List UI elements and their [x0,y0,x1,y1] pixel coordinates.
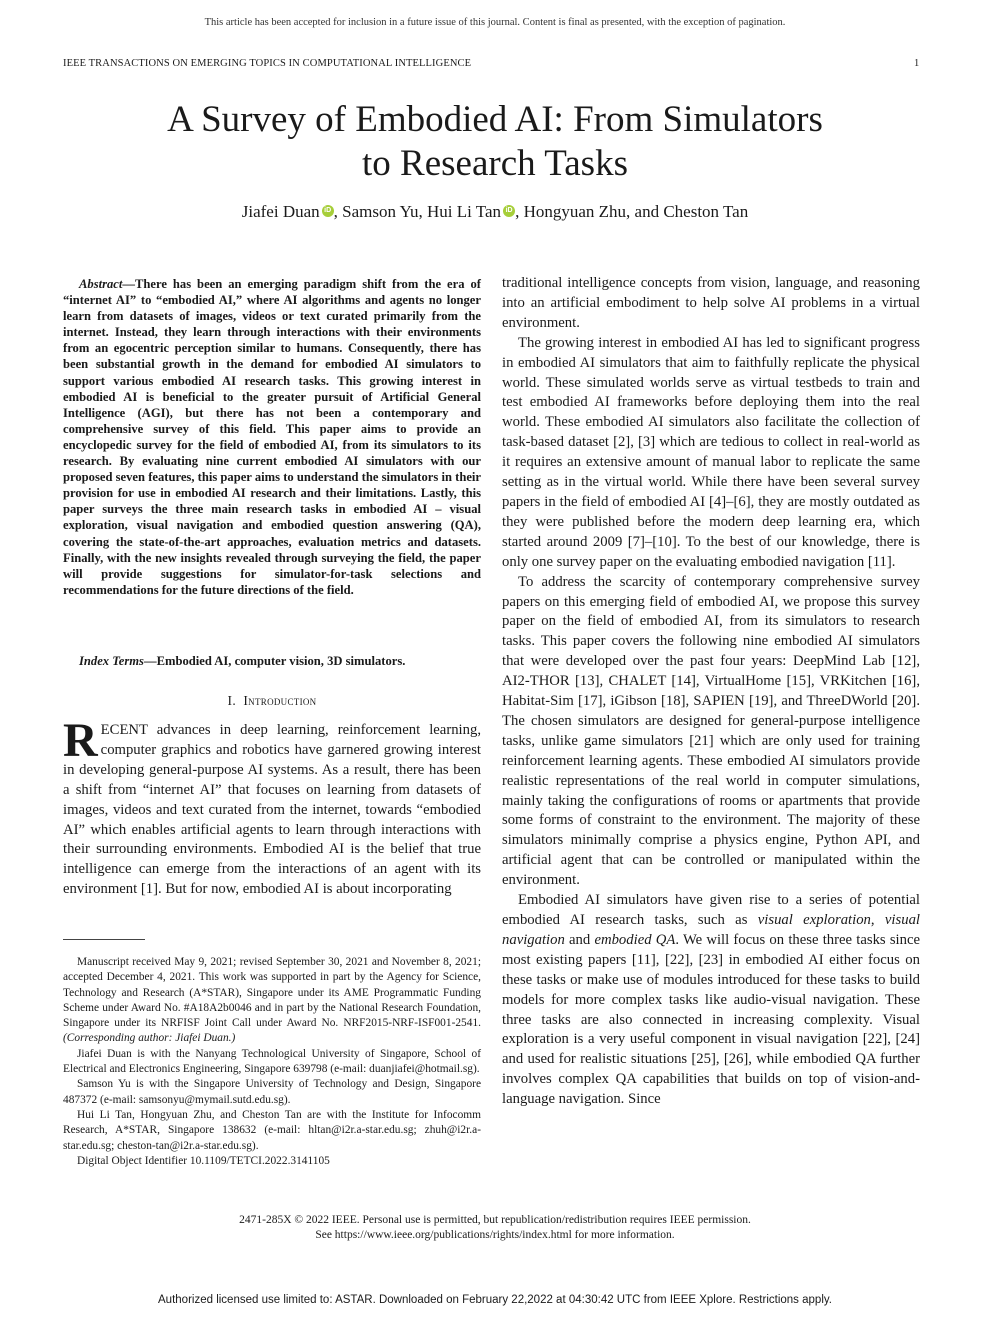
index-terms-label: Index Terms [79,654,144,668]
author-2-3: , Samson Yu, Hui Li Tan [333,202,502,221]
drop-cap: R [63,714,98,767]
footnote-affiliation: Samson Yu is with the Singapore University of Technology and Design, Singapore 487372 (e-mail: samsonyu@mymail.sutd.edu.sg). [63,1078,481,1106]
task-term: visual navigation [502,912,920,948]
copyright-line: 2471-285X © 2022 IEEE. Personal use is permitted, but republication/redistribution requires IEEE permission. [239,1214,751,1226]
introduction-paragraph [63,714,481,900]
footnote-affiliation: Jiafei Duan is with the Nanyang Technological University of Singapore, School of Electrical and Electronics Engineering, Singapore 639798 (e-mail: duanjiafei@hotmail.sg). [63,1047,481,1076]
author-list [0,202,990,222]
title-line-2: to Research Tasks [362,143,628,184]
body-paragraph [502,891,920,1110]
text-run: . We will focus on these three tasks since most existing papers [11], [22], [23] in embodied AI either focus on these tasks or make use of modules introduced for these tasks to build models for more complex tasks like audio-visual navigation. These three tasks are also connected in increasing complexity. Visual exploration is a very useful component in visual navigation [22], [24] and used for realistic situations [25], [26], while embodied QA further involves complex QA capabilities that builds on top of vision-and-language navigation. Since [502,931,921,1108]
footnote-divider [63,939,145,940]
right-column-body [502,274,920,1110]
footnotes [63,955,481,1169]
page-number: 1 [914,58,920,69]
abstract-text: —There has been an emerging paradigm shift from the era of “internet AI” to “embodied AI,” where AI algorithms and agents no longer learn from datasets of images, videos or text curated primarily from the internet. Instead, they learn through interactions with their environments from an egocentric perception similar to humans. Consequently, there has been substantial growth in the demand for embodied AI simulators to support various embodied AI research tasks. This growing interest in embodied AI is beneficial to the greater pursuit of Artificial General Intelligence (AGI), but there has not been a contemporary and comprehensive survey of this field. This paper aims to provide an encyclopedic survey for the field of embodied AI, from its simulators to its research. By evaluating nine current embodied AI simulators with our proposed seven features, this paper aims to understand the simulators in their provision for use in embodied AI research and their limitations. Lastly, this paper surveys the three main research tasks in embodied AI – visual exploration, visual navigation and embodied question answering (QA), covering the state-of-the-art approaches, evaluation metrics and datasets. Finally, with the new insights revealed through surveying the field, the paper will provide suggestions for simulator-for-task selections and recommendations for the future directions of the field. [63,277,481,597]
paper-title [0,98,990,186]
title-line-1: A Survey of Embodied AI: From Simulators [167,99,823,140]
journal-header: IEEE TRANSACTIONS ON EMERGING TOPICS IN COMPUTATIONAL INTELLIGENCE [63,58,472,69]
text-run: and [564,931,595,948]
task-term: embodied QA [594,931,676,948]
orcid-icon[interactable]: iD [503,205,515,217]
body-paragraph: traditional intelligence concepts from vision, language, and reasoning into an artificial embodiment to help solve AI problems in a virtual environment. [502,275,920,331]
orcid-icon[interactable]: iD [322,205,334,217]
text-run: , [870,912,885,928]
section-number: I. [227,693,237,708]
intro-text: ECENT advances in deep learning, reinforcement learning, computer graphics and robotics have garnered growing interest in developing general-purpose AI systems. As a result, there has been a shift from “internet AI” that focuses on learning from datasets of images, videos and text curated from the internet, towards “embodied AI” which enables artificial agents to learn through interactions with their surrounding environments. Embodied AI is the belief that true intelligence can emerge from the interactions of an agent with its environment [1]. But for now, embodied AI is about incorporating [63,722,481,898]
body-paragraph: The growing interest in embodied AI has led to significant progress in embodied AI simulators that aim to faithfully replicate the physical world. These simulated worlds serve as virtual testbeds to train and test embodied AI frameworks before deploying them into the real world. These embodied AI simulators also facilitate the collection of task-based dataset [2], [3] which are tedious to collect in real-world as it requires an extensive amount of manual labor to replicate the same setting as in the virtual world. While there have been several survey papers in the field of embodied AI [4]–[6], they are mostly outdated as they were published before the modern deep learning era, which started around 2009 [7]–[10]. To the best of our knowledge, there is only one survey paper on the evaluating embodied navigation [11]. [502,334,920,570]
task-term: visual exploration [757,912,871,928]
author-4-5: , Hongyuan Zhu, and Cheston Tan [515,202,749,221]
text-run: Embodied AI simulators have given rise to a series of potential embodied AI research tasks, such as [502,892,920,928]
rights-link-line: See https://www.ieee.org/publications/rights/index.html for more information. [315,1229,675,1241]
section-heading-introduction [63,693,481,709]
footnote-manuscript-text: Manuscript received May 9, 2021; revised September 30, 2021 and November 8, 2021; accepted December 4, 2021. This work was supported in part by the Agency for Science, Technology and Research (A*STAR), Singapore under its AME Programmatic Funding Scheme under Award No. #A18A2b0046 and in part by the National Research Foundation, Singapore under its NRFISF Joint Call under Award No. NRF2015-NRF-ISF001-2541. [63,956,481,1030]
footnote-manuscript [63,955,481,1047]
abstract [63,276,481,598]
footnote-affiliation: Hui Li Tan, Hongyuan Zhu, and Cheston Tan are with the Institute for Infocomm Research, A*STAR, Singapore 138632 (e-mail: hltan@i2r.a-star.edu.sg; zhuh@i2r.a-star.edu.sg; cheston-tan@i2r.a-star.edu.sg). [63,1108,481,1152]
body-paragraph: To address the scarcity of contemporary comprehensive survey papers on this emerging field of embodied AI, we propose this survey paper on the field of embodied AI, from its simulators to research tasks. This paper covers the following nine embodied AI simulators that were developed over the past four years: DeepMind Lab [12], AI2-THOR [13], CHALET [14], VirtualHome [15], VRKitchen [16], Habitat-Sim [17], iGibson [18], SAPIEN [19], and ThreeDWorld [20]. The chosen simulators are designed for general-purpose intelligence tasks, unlike game simulators [21] which are only used for training reinforcement learning agents. These embodied AI simulators provide realistic representations of the real world in computer simulations, mainly taking the configurations of rooms or apartments that provide some forms of constraint to the environment. The majority of these simulators minimally comprise a physics engine, Python API, and artificial agent that can be controlled or manipulated within the environment. [502,573,920,889]
acceptance-banner: This article has been accepted for inclusion in a future issue of this journal. Content is final as presented, with the exception of pagination. [204,17,786,28]
abstract-label: Abstract [79,277,123,291]
index-terms-text: —Embodied AI, computer vision, 3D simulators. [143,654,406,668]
author-1: Jiafei Duan [241,202,320,221]
license-notice: Authorized licensed use limited to: ASTAR. Downloaded on February 22,2022 at 04:30:42 UTC from IEEE Xplore. Restrictions apply. [158,1294,832,1306]
section-title: Introduction [243,693,317,708]
index-terms [63,653,481,669]
footnote-doi: Digital Object Identifier 10.1109/TETCI.2022.3141105 [77,1154,330,1167]
corresponding-author: (Corresponding author: Jiafei Duan.) [63,1032,236,1045]
